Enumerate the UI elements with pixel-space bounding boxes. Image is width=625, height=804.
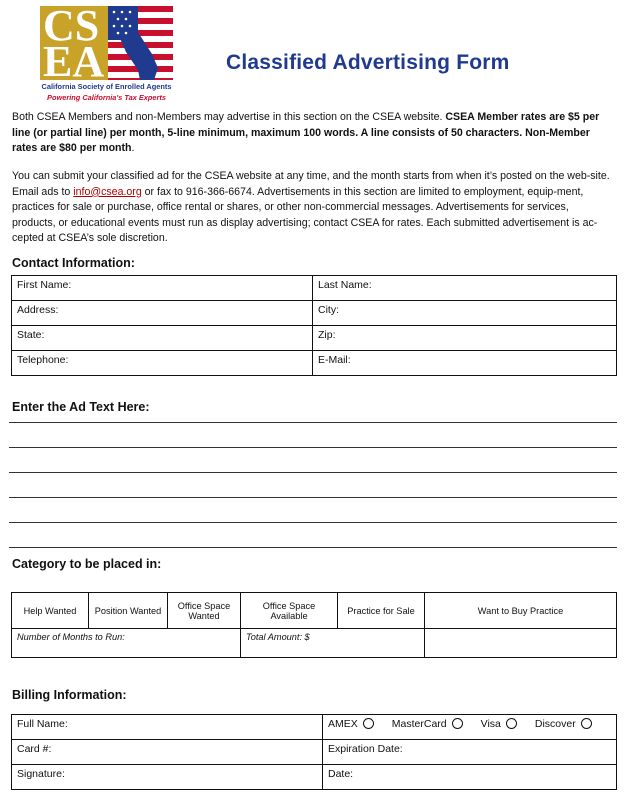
signature-field[interactable]: Signature: <box>12 765 323 790</box>
ad-text-line[interactable] <box>9 547 617 548</box>
email-field[interactable]: E-Mail: <box>313 351 617 376</box>
intro-rates-bold: CSEA Member rates are $5 per line (or partial line) per month, 5-line minimum, maximum 100 words. A line consists of 50 characters. Non-Member rates are $80 per month <box>12 111 600 155</box>
category-position-wanted[interactable]: Position Wanted <box>89 593 168 629</box>
category-office-space-wanted[interactable]: Office Space Wanted <box>168 593 241 629</box>
page-title: Classified Advertising Form <box>226 51 510 74</box>
amex-radio[interactable] <box>363 718 374 729</box>
csea-logo <box>40 1 173 104</box>
telephone-field[interactable]: Telephone: <box>12 351 313 376</box>
ad-text-line[interactable] <box>9 447 617 448</box>
logo-org-name: California Society of Enrolled Agents <box>41 82 172 91</box>
contact-table <box>11 275 617 376</box>
total-amount-field[interactable]: Total Amount: $ <box>241 629 425 658</box>
logo-tagline: Powering California's Tax Experts <box>47 93 166 102</box>
intro-rates-end: . <box>131 142 135 155</box>
zip-field[interactable]: Zip: <box>313 326 617 351</box>
card-type-options <box>323 715 617 740</box>
visa-label: Visa <box>480 718 501 730</box>
ad-text-line[interactable] <box>9 422 617 423</box>
intro-paragraph-rates <box>12 110 612 157</box>
full-name-field[interactable]: Full Name: <box>12 715 323 740</box>
city-field[interactable]: City: <box>313 301 617 326</box>
address-field[interactable]: Address: <box>12 301 313 326</box>
date-field[interactable]: Date: <box>323 765 617 790</box>
category-practice-for-sale[interactable]: Practice for Sale <box>338 593 425 629</box>
category-help-wanted[interactable]: Help Wanted <box>12 593 89 629</box>
state-field[interactable]: State: <box>12 326 313 351</box>
expiration-date-field[interactable]: Expiration Date: <box>323 740 617 765</box>
ad-text-line[interactable] <box>9 522 617 523</box>
logo-letters-top: CS <box>43 1 100 50</box>
card-number-field[interactable]: Card #: <box>12 740 323 765</box>
category-empty-cell <box>425 629 617 658</box>
mastercard-label: MasterCard <box>391 718 447 730</box>
intro-submission-text-a: You can submit your classified ad for the CSEA website at any time, and the month starts from when it’s posted on the web-site. Email ads to <box>12 170 610 198</box>
ad-text-heading: Enter the Ad Text Here: <box>12 400 150 414</box>
category-table <box>11 592 617 658</box>
last-name-field[interactable]: Last Name: <box>313 276 617 301</box>
contact-heading: Contact Information: <box>12 256 135 270</box>
billing-heading: Billing Information: <box>12 688 127 702</box>
email-link[interactable]: info@csea.org <box>73 185 142 198</box>
ad-text-line[interactable] <box>9 497 617 498</box>
intro-submission-text-b: or fax to 916-366-6674. Advertisements in this section are limited to employment, equip-ment, practices for sale or purchase, office rental or shares, or other non-commercial messages. Advertisements for services, products, or educational events must run as display advertising; contact CSEA for rates. Each submitted advertisement is ac-cepted at CSEA’s sole discretion. <box>12 185 598 245</box>
category-office-space-available[interactable]: Office Space Available <box>241 593 338 629</box>
mastercard-radio[interactable] <box>452 718 463 729</box>
logo-letters-bottom: EA <box>43 37 105 86</box>
intro-paragraph-submission <box>12 169 612 247</box>
first-name-field[interactable]: First Name: <box>12 276 313 301</box>
discover-radio[interactable] <box>581 718 592 729</box>
amex-label: AMEX <box>328 718 358 730</box>
category-heading: Category to be placed in: <box>12 557 162 571</box>
logo-flag-icon <box>108 6 173 80</box>
billing-table <box>11 714 617 790</box>
discover-label: Discover <box>534 718 576 730</box>
intro-rates-text: Both CSEA Members and non-Members may advertise in this section on the CSEA website. <box>12 111 446 123</box>
ad-text-line[interactable] <box>9 472 617 473</box>
visa-radio[interactable] <box>506 718 517 729</box>
months-to-run-field[interactable]: Number of Months to Run: <box>12 629 241 658</box>
category-want-to-buy-practice[interactable]: Want to Buy Practice <box>425 593 617 629</box>
